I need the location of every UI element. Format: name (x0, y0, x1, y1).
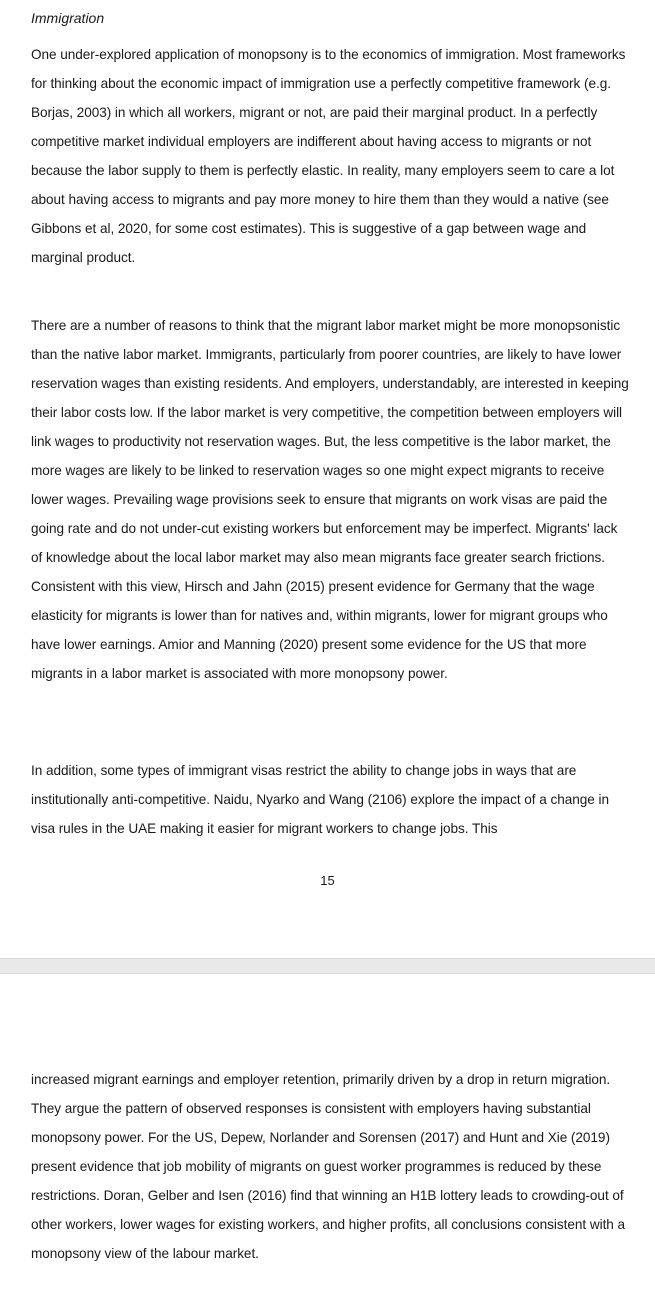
page-number: 15 (320, 873, 335, 888)
page-separator (0, 958, 655, 974)
section-heading: Immigration (31, 10, 105, 26)
paragraph: There are a number of reasons to think that the migrant labor market might be more monopsonistic than the native labor market. Immigrants, particularly from poorer countries, are likely to have lower reservation wages than existing residents. And employers, understandably, are interested in keeping their labor costs low. If the labor market is very competitive, the competition between employers will link wages to productivity not reservation wages. But, the less competitive is the labor market, the more wages are likely to be linked to reservation wages so one might expect migrants to receive lower wages. Prevailing wage provisions seek to ensure that migrants on work visas are paid the going rate and do not under-cut existing workers but enforcement may be imperfect. Migrants' lack of knowledge about the local labor market may also mean migrants face greater search frictions. Consistent with this view, Hirsch and Jahn (2015) present evidence for Germany that the wage elasticity for migrants is lower than for natives and, within migrants, lower for migrant groups who have lower earnings. Amior and Manning (2020) present some evidence for the US that more migrants in a labor market is associated with more monopsony power. (31, 318, 629, 681)
paragraph: In addition, some types of immigrant visas restrict the ability to change jobs in ways that are institutionally anti-competitive. Naidu, Nyarko and Wang (2106) explore the impact of a change in visa rules in the UAE making it easier for migrant workers to change jobs. This (31, 763, 609, 836)
paragraph: One under-explored application of monopsony is to the economics of immigration. Most frameworks for thinking about the economic impact of immigration use a perfectly competitive framework (e.g. Borjas, 2003) in which all workers, migrant or not, are paid their marginal product. In a perfectly competitive market individual employers are indifferent about having access to migrants or not because the labor supply to them is perfectly elastic. In reality, many employers seem to care a lot about having access to migrants and pay more money to hire them than they would a native (see Gibbons et al, 2020, for some cost estimates). This is suggestive of a gap between wage and marginal product. (31, 47, 626, 265)
paragraph: increased migrant earnings and employer retention, primarily driven by a drop in return migration. They argue the pattern of observed responses is consistent with employers having substantial monopsony power. For the US, Depew, Norlander and Sorensen (2017) and Hunt and Xie (2019) present evidence that job mobility of migrants on guest worker programmes is reduced by these restrictions. Doran, Gelber and Isen (2016) find that winning an H1B lottery leads to crowding-out of other workers, lower wages for existing workers, and higher profits, all conclusions consistent with a monopsony view of the labour market. (31, 1072, 626, 1261)
document-page-16 (0, 974, 655, 1296)
